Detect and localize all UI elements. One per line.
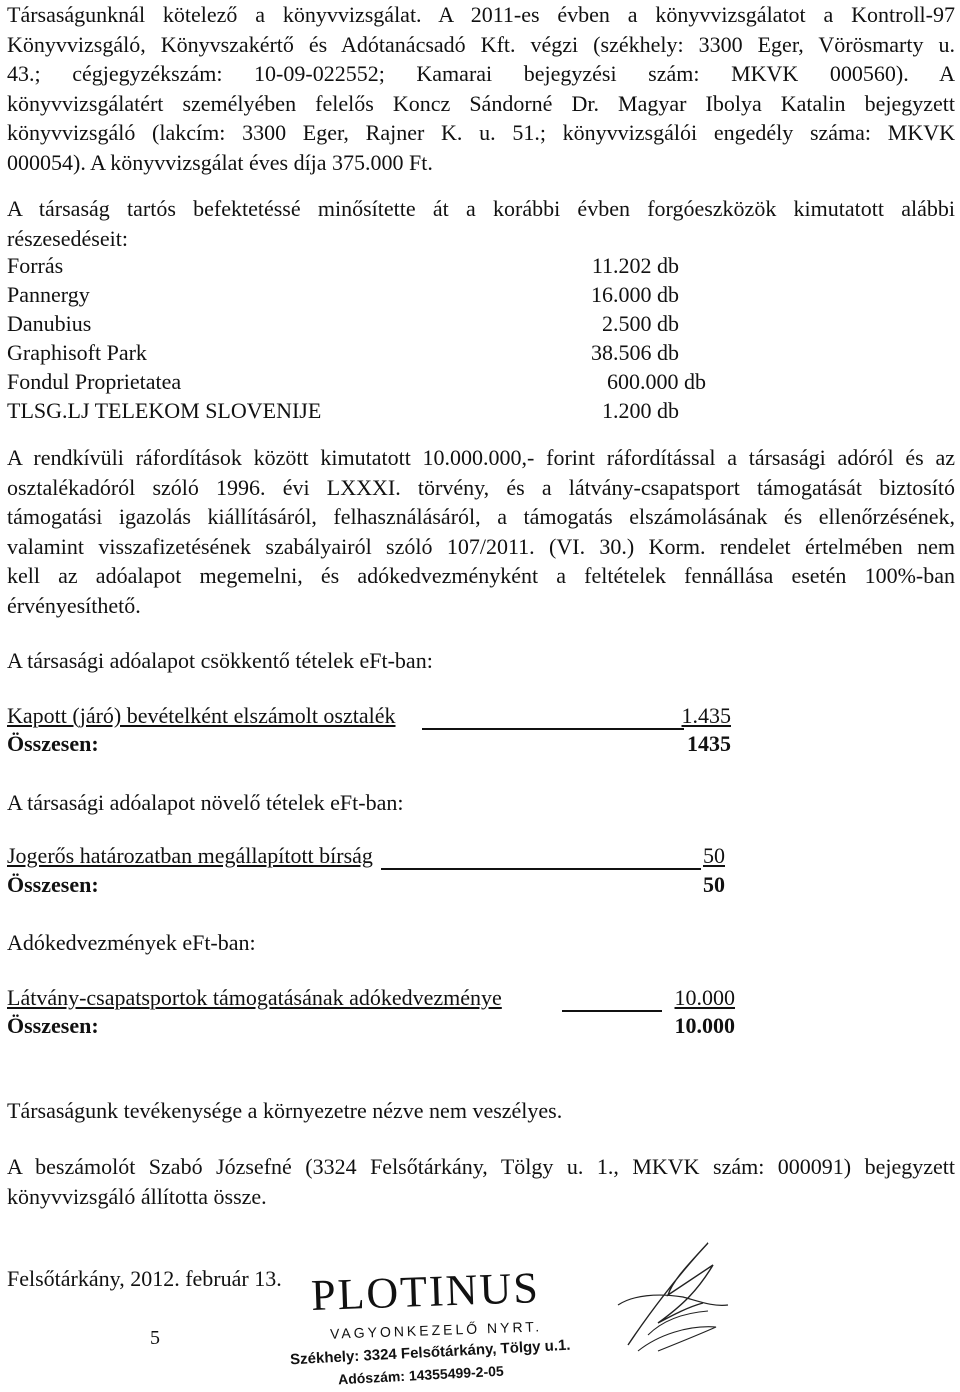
stamp-company-name: PLOTINUS: [310, 1263, 541, 1321]
section-total-value: 1435: [687, 731, 731, 756]
extra-line: osztalékadóról szóló 1996. évi LXXXI. törvény, és a látvány-csapatsport támogatását biztosító: [7, 474, 955, 500]
extra-line: kell az adóalapot megemelni, és adókedvezményként a feltételek fennállása esetén 100%-ban: [7, 563, 955, 588]
section-item-label: Jogerős határozatban megállapított bírság: [7, 843, 373, 868]
audit-line: 43.; cégjegyzékszám: 10-09-022552; Kamarai bejegyzési szám: MKVK 000560). A: [7, 61, 955, 86]
section-total-value: 10.000: [674, 1013, 735, 1038]
extra-line: A rendkívüli ráfordítások között kimutatott 10.000.000,- forint ráfordítással a társasági adóról és az: [7, 445, 955, 470]
audit-line: könyvvizsgálatért személyében felelős Koncz Sándorné Dr. Magyar Ibolya Katalin bejegyzett: [7, 90, 955, 116]
extra-line: támogatási igazolás kiállításáról, felhasználásáról, a támogatás elszámolásának és ellenőrzésének,: [7, 504, 955, 529]
section-item: [7, 985, 735, 1015]
section-item-value: 1.435: [681, 703, 731, 728]
holding-row: [7, 253, 727, 282]
stamp-address: Székhely: 3324 Felsőtárkány, Tölgy u.1.: [289, 1336, 571, 1369]
preparer-paragraph: [7, 1152, 955, 1211]
holding-row: [7, 282, 727, 311]
holding-value: 1.200 db: [602, 398, 679, 423]
extra-paragraph: [7, 443, 955, 620]
underline-rule: [381, 868, 701, 870]
holding-value: 16.000 db: [591, 282, 679, 307]
section-total-label: Összesen:: [7, 872, 99, 897]
preparer-line: A beszámolót Szabó Józsefné (3324 Felsőtárkány, Tölgy u. 1., MKVK szám: 000091) bejegyzett: [7, 1154, 955, 1179]
section-item-value: 10.000: [674, 985, 735, 1010]
audit-line: Könyvvizsgáló, Könyvszakértő és Adótanácsadó Kft. végzi (székhely: 3300 Eger, Vörösmarty u.: [7, 31, 955, 57]
company-stamp: [289, 1263, 590, 1390]
section-item-label: Kapott (járó) bevételként elszámolt osztalék: [7, 703, 396, 728]
section-total: [7, 1013, 735, 1043]
holding-value: 38.506 db: [591, 340, 679, 365]
holding-row: [7, 340, 727, 369]
extra-line: valamint visszafizetésének szabályairól szóló 107/2011. (VI. 30.) Korm. rendelet értelmében nem: [7, 533, 955, 559]
signature-icon: [588, 1235, 748, 1355]
holding-name: TLSG.LJ TELEKOM SLOVENIJE: [7, 398, 322, 423]
stamp-subtitle: VAGYONKEZELŐ NYRT.: [329, 1318, 543, 1342]
underline-rule: [562, 1010, 662, 1012]
section-item: [7, 843, 731, 873]
holdings-list: [7, 253, 727, 427]
section-total-label: Összesen:: [7, 1013, 99, 1038]
holdings-intro-line: A társaság tartós befektetéssé minősítette át a korábbi évben forgóeszközök kimutatott alábbi: [7, 196, 955, 221]
holding-name: Danubius: [7, 311, 92, 336]
underline-rule: [422, 728, 684, 730]
section-title: A társasági adóalapot növelő tételek eFt-ban:: [7, 790, 404, 815]
holding-name: Fondul Proprietatea: [7, 369, 182, 394]
holding-row: [7, 311, 727, 340]
holding-name: Pannergy: [7, 282, 90, 307]
audit-line: Társaságunknál kötelező a könyvvizsgálat. A 2011-es évben a könyvvizsgálatot a Kontroll-97: [7, 2, 955, 27]
section-total-label: Összesen:: [7, 731, 99, 756]
preparer-line: könyvvizsgáló állította össze.: [7, 1183, 267, 1209]
stamp-tax-number: Adószám: 14355499-2-05: [337, 1362, 505, 1388]
environment-statement: Társaságunk tevékenysége a környezetre nézve nem veszélyes.: [7, 1098, 563, 1123]
holding-value: 11.202 db: [591, 253, 679, 278]
audit-paragraph: [7, 0, 955, 177]
section-title: A társasági adóalapot csökkentő tételek eFt-ban:: [7, 648, 433, 673]
holding-name: Forrás: [7, 253, 64, 278]
page-number: 5: [150, 1327, 160, 1349]
section-total: [7, 872, 731, 902]
extra-line: érvényesíthető.: [7, 592, 141, 618]
holding-name: Graphisoft Park: [7, 340, 147, 365]
holding-value: 2.500 db: [602, 311, 679, 336]
holding-value: 600.000 db: [607, 369, 706, 394]
audit-line: 000054). A könyvvizsgálat éves díja 375.000 Ft.: [7, 149, 433, 175]
holding-row: [7, 398, 727, 427]
place-date: Felsőtárkány, 2012. február 13.: [7, 1266, 282, 1291]
section-item: [7, 703, 731, 733]
holdings-intro: [7, 194, 955, 253]
section-title: Adókedvezmények eFt-ban:: [7, 930, 256, 955]
holdings-intro-line: részesedéseit:: [7, 225, 128, 251]
section-total: [7, 731, 731, 761]
audit-line: könyvvizsgáló (lakcím: 3300 Eger, Rajner K. u. 51.; könyvvizsgálói engedély száma: MKVK: [7, 120, 955, 145]
holding-row: [7, 369, 727, 398]
section-item-label: Látvány-csapatsportok támogatásának adókedvezménye: [7, 985, 502, 1010]
section-total-value: 50: [703, 872, 725, 897]
section-item-value: 50: [703, 843, 725, 868]
